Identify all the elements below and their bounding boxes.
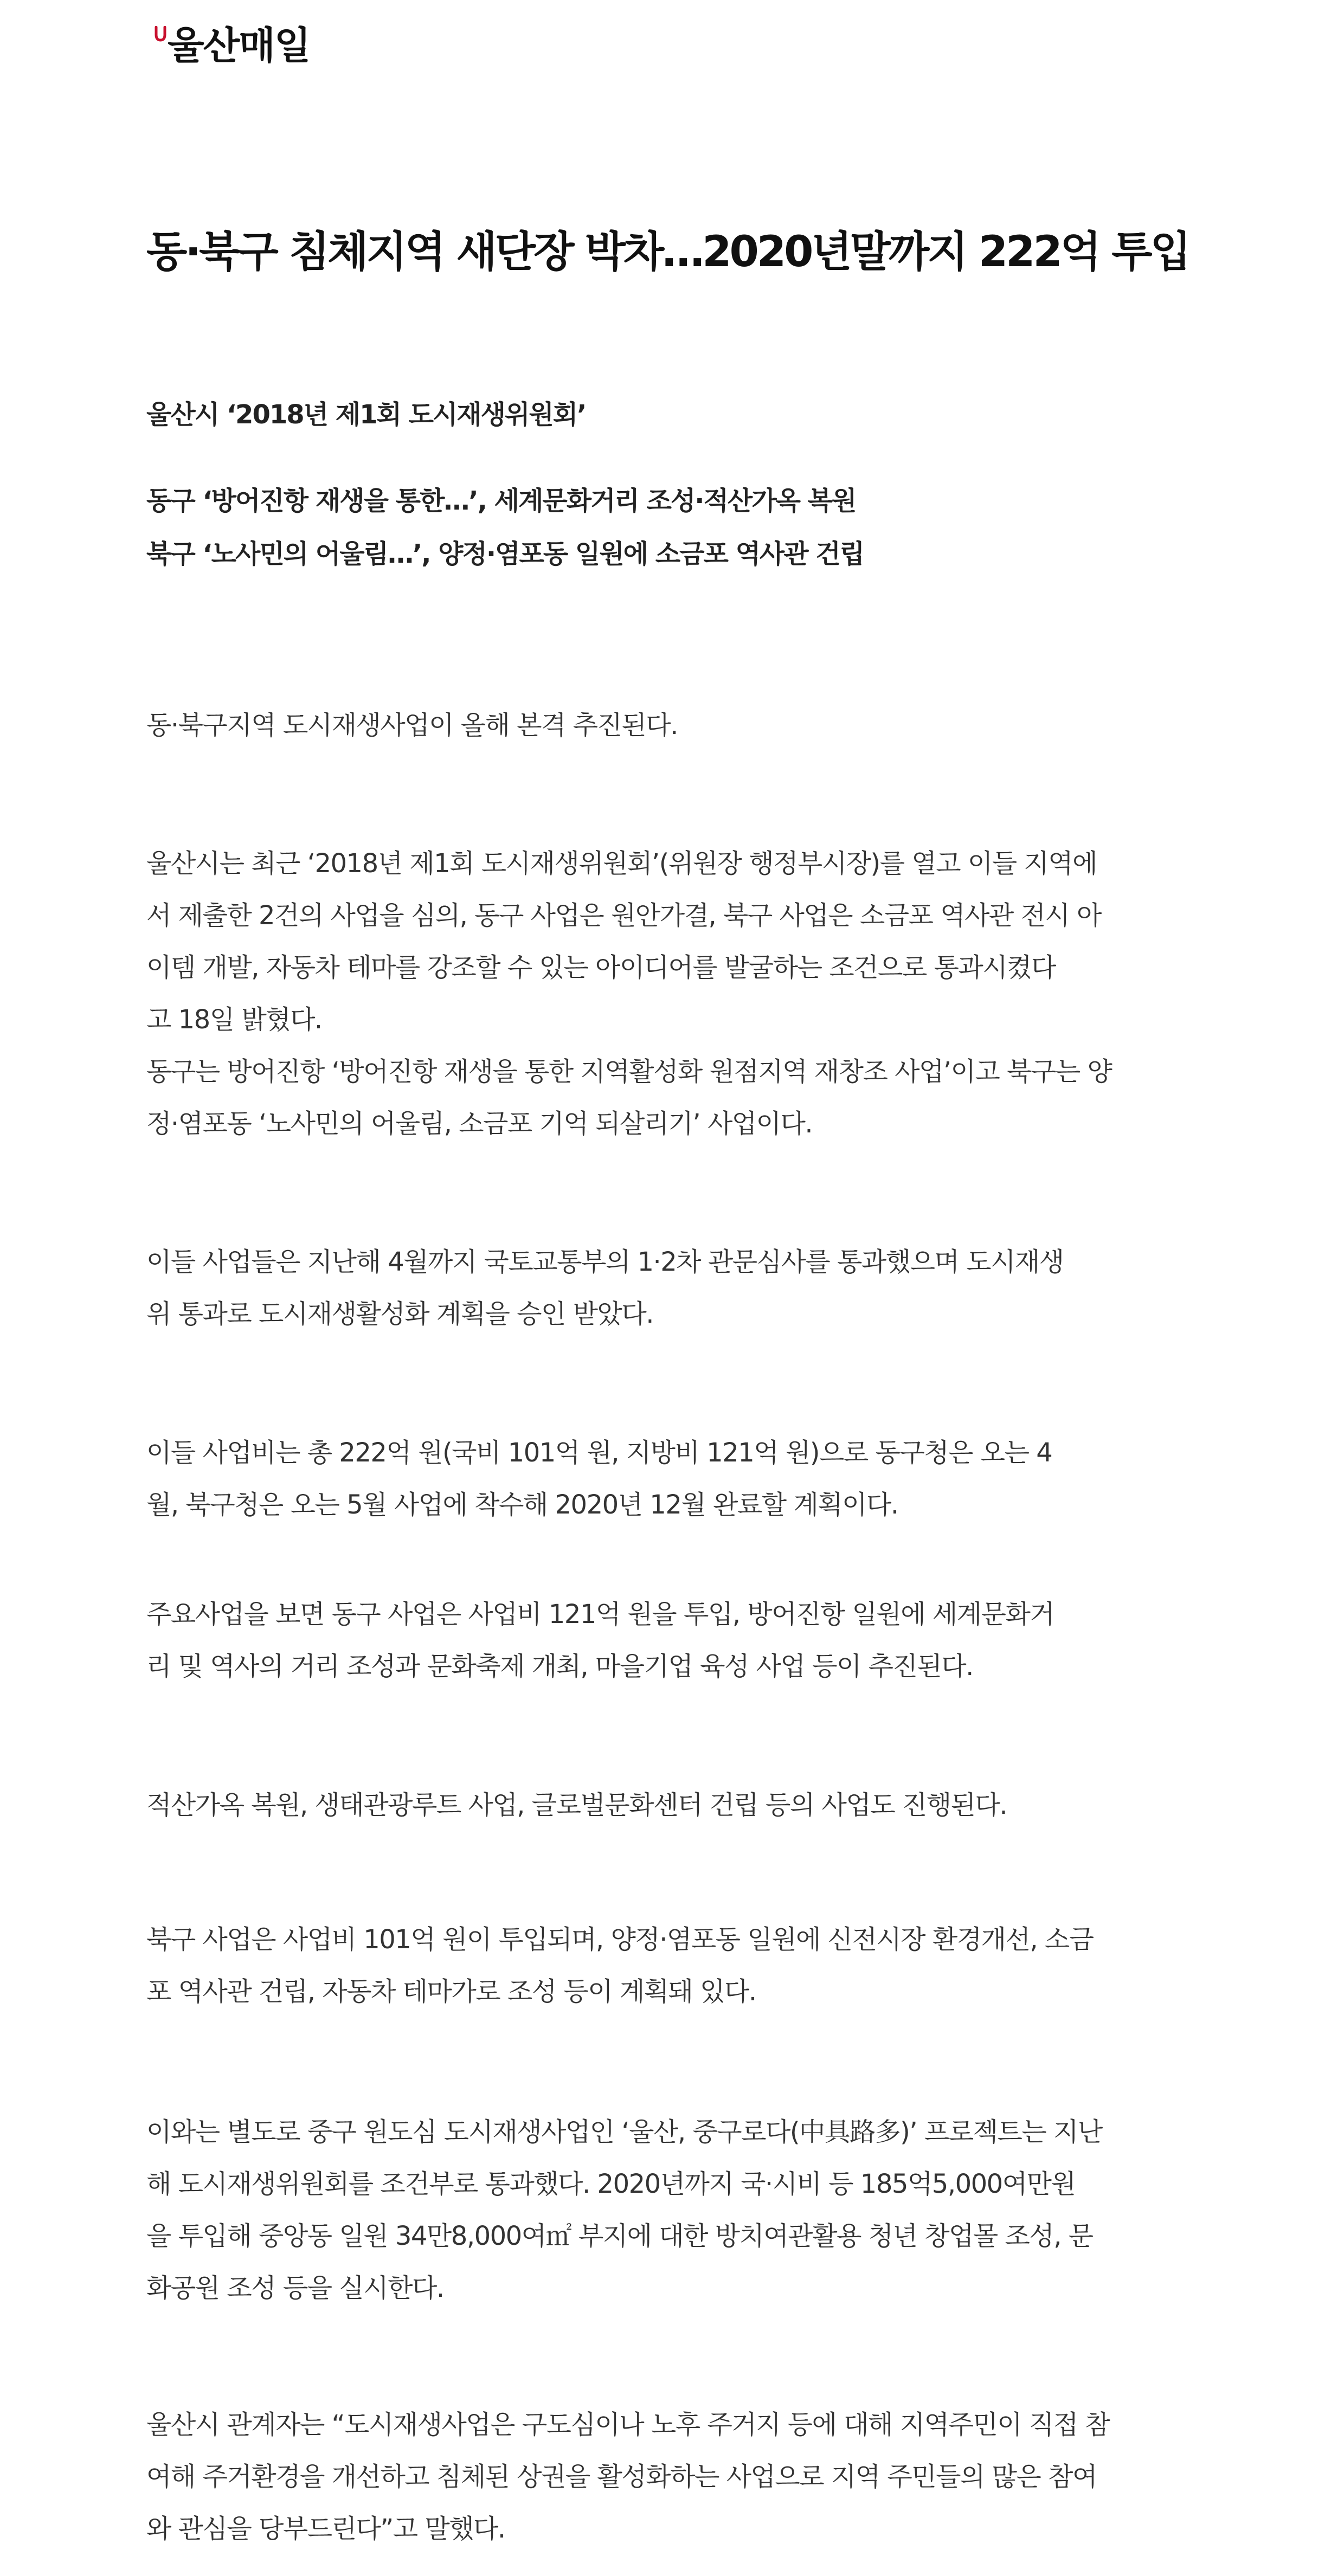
paragraph-line: 위 통과로 도시재생활성화 계획을 승인 받았다.	[146, 1299, 654, 1329]
paragraph-line: 이와는 별도로 중구 원도심 도시재생사업인 ‘울산, 중구로다(中具路多)’ 프로젝트는 지난	[146, 2117, 1102, 2147]
article-paragraph	[146, 2399, 1204, 2555]
article-paragraph	[146, 1236, 1204, 1340]
subhead: 북구 ‘노사민의 어울림…’, 양정·염포동 일원에 소금포 역사관 건립	[146, 539, 864, 569]
paragraph-line: 와 관심을 당부드린다”고 말했다.	[146, 2514, 505, 2544]
masthead-logo[interactable]	[155, 24, 310, 73]
paragraph-line: 북구 사업은 사업비 101억 원이 투입되며, 양정·염포동 일원에 신전시장 환경개선, 소금	[146, 1924, 1094, 1955]
paragraph-line: 고 18일 밝혔다.	[146, 1004, 322, 1035]
logo-text: 울산매일	[168, 23, 310, 68]
paragraph-line: 포 역사관 건립, 자동차 테마가로 조성 등이 계획돼 있다.	[146, 1976, 756, 2007]
paragraph-line: 주요사업을 보면 동구 사업은 사업비 121억 원을 투입, 방어진항 일원에 세계문화거	[146, 1599, 1054, 1630]
subhead: 울산시 ‘2018년 제1회 도시재생위원회’	[146, 400, 586, 430]
article-paragraph	[146, 2106, 1204, 2314]
paragraph-line: 동구는 방어진항 ‘방어진항 재생을 통한 지역활성화 원점지역 재창조 사업’이고 북구는 양	[146, 1057, 1112, 1087]
paragraph-line: 이들 사업비는 총 222억 원(국비 101억 원, 지방비 121억 원)으로 동구청은 오는 4	[146, 1438, 1052, 1468]
paragraph-line: 여해 주거환경을 개선하고 침체된 상권을 활성화하는 사업으로 지역 주민들의 많은 참여	[146, 2462, 1097, 2492]
paragraph-line: 동·북구지역 도시재생사업이 올해 본격 추진된다.	[146, 710, 678, 740]
paragraph-line: 정·염포동 ‘노사민의 어울림, 소금포 기억 되살리기’ 사업이다.	[146, 1109, 813, 1139]
paragraph-line: 울산시 관계자는 “도시재생사업은 구도심이나 노후 주거지 등에 대해 지역주민이 직접 참	[146, 2410, 1110, 2440]
paragraph-line: 리 및 역사의 거리 조성과 문화축제 개최, 마을기업 육성 사업 등이 추진된다.	[146, 1651, 973, 1682]
subhead: 동구 ‘방어진항 재생을 통한…’, 세계문화거리 조성·적산가옥 복원	[146, 486, 856, 516]
article-paragraph	[146, 1914, 1204, 2018]
paragraph-line: 서 제출한 2건의 사업을 심의, 동구 사업은 원안가결, 북구 사업은 소금포 역사관 전시 아	[146, 900, 1101, 931]
paragraph-line: 해 도시재생위원회를 조건부로 통과했다. 2020년까지 국·시비 등 185억5,000여만원	[146, 2169, 1076, 2199]
article-paragraph	[146, 1779, 1204, 1831]
paragraph-line: 이들 사업들은 지난해 4월까지 국토교통부의 1·2차 관문심사를 통과했으며 도시재생	[146, 1247, 1064, 1277]
paragraph-line: 화공원 조성 등을 실시한다.	[146, 2273, 444, 2303]
paragraph-line: 적산가옥 복원, 생태관광루트 사업, 글로벌문화센터 건립 등의 사업도 진행된다.	[146, 1790, 1007, 1820]
paragraph-line: 을 투입해 중앙동 일원 34만8,000여㎡ 부지에 대한 방치여관활용 청년 창업몰 조성, 문	[146, 2221, 1093, 2251]
paragraph-line: 울산시는 최근 ‘2018년 제1회 도시재생위원회’(위원장 행정부시장)를 열고 이들 지역에	[146, 848, 1097, 879]
article-paragraph	[146, 1588, 1204, 1692]
article-headline: 동·북구 침체지역 새단장 박차…2020년말까지 222억 투입	[146, 228, 1189, 276]
article-paragraph	[146, 838, 1204, 1150]
logo-mark-icon	[155, 26, 166, 42]
paragraph-line: 월, 북구청은 오는 5월 사업에 착수해 2020년 12월 완료할 계획이다.	[146, 1490, 898, 1520]
paragraph-line: 이템 개발, 자동차 테마를 강조할 수 있는 아이디어를 발굴하는 조건으로 통과시켰다	[146, 952, 1056, 983]
article-paragraph	[146, 699, 1204, 751]
article-paragraph	[146, 1427, 1204, 1531]
